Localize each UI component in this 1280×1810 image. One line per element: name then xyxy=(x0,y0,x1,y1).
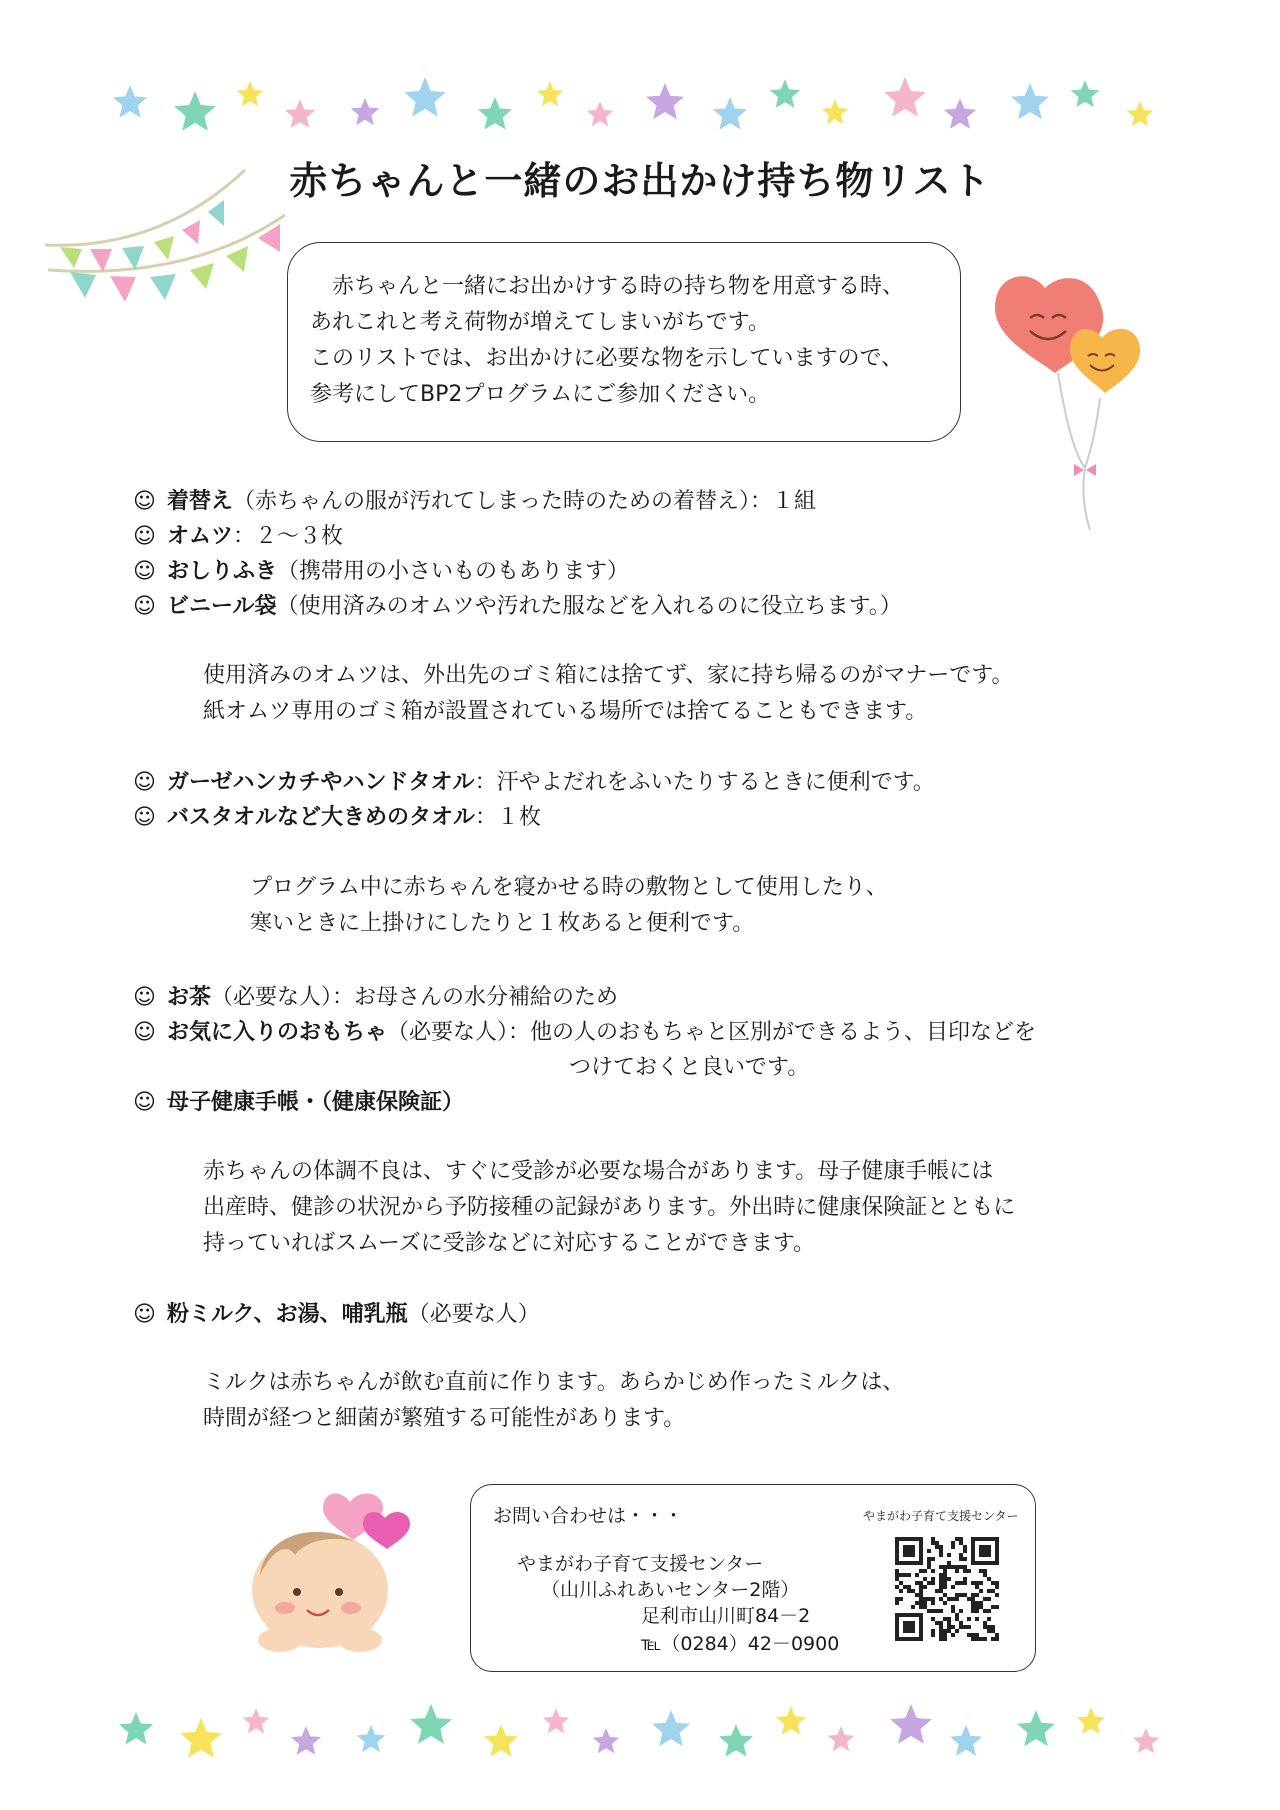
towel-note xyxy=(250,870,888,942)
item-detail: ：２～３枚 xyxy=(233,524,344,549)
contact-heading: お問い合わせは・・・ xyxy=(493,1505,684,1527)
star-icon xyxy=(884,77,926,117)
item-name: お茶 xyxy=(167,985,212,1010)
smiley-icon: ☺ xyxy=(133,770,156,795)
star-icon xyxy=(404,77,446,117)
star-icon xyxy=(776,1706,806,1735)
star-icon xyxy=(719,1724,753,1757)
list-item xyxy=(133,1297,540,1332)
star-icon xyxy=(351,98,380,125)
intro-line: 赤ちゃんと一緒にお出かけする時の持ち物を用意する時、 xyxy=(332,274,905,299)
list-item xyxy=(133,589,902,624)
milk-note xyxy=(203,1365,904,1437)
star-icon xyxy=(770,79,800,108)
star-icon xyxy=(1127,101,1154,126)
star-icon xyxy=(291,1726,321,1755)
note-line: 時間が経つと細菌が繁殖する可能性があります。 xyxy=(203,1406,686,1431)
star-icon xyxy=(950,1725,982,1756)
list-item xyxy=(133,554,902,589)
item-name: 着替え xyxy=(167,489,234,514)
list-item xyxy=(133,765,935,800)
qr-caption: やまがわ子育て支援センター xyxy=(863,1509,1019,1523)
contact-building: （山川ふれあいセンター2階） xyxy=(541,1579,800,1601)
note-line: プログラム中に赤ちゃんを寝かせる時の敷物として使用したり、 xyxy=(250,875,888,900)
list-item xyxy=(133,519,902,554)
star-icon xyxy=(119,1712,153,1745)
item-name: 粉ミルク、お湯、哺乳瓶 xyxy=(167,1302,408,1327)
star-icon xyxy=(410,1704,452,1744)
item-name: おしりふき xyxy=(167,559,278,584)
list-item xyxy=(133,1015,1036,1050)
item-detail: （使用済みのオムツや汚れた服などを入れるのに役立ちます。） xyxy=(276,594,902,619)
star-icon xyxy=(646,83,684,119)
star-icon xyxy=(828,1726,855,1751)
item-detail: （赤ちゃんの服が汚れてしまった時のための着替え）：１組 xyxy=(233,489,817,514)
contact-address: 足利市山川町84－2 xyxy=(641,1605,811,1627)
intro-box xyxy=(287,242,961,442)
baby-illustration xyxy=(235,1480,425,1660)
star-icon xyxy=(713,97,747,130)
note-line: 寒いときに上掛けにしたりと１枚あると便利です。 xyxy=(250,911,755,936)
item-list-tea-toys xyxy=(133,980,1036,1120)
note-line: 紙オムツ専用のゴミ箱が設置されている場所では捨てることもできます。 xyxy=(203,699,928,724)
star-icon xyxy=(543,1708,570,1733)
diaper-note xyxy=(203,658,1013,730)
star-icon xyxy=(478,97,512,130)
smiley-icon: ☺ xyxy=(133,1020,156,1045)
note-line: 赤ちゃんの体調不良は、すぐに受診が必要な場合があります。母子健康手帳には xyxy=(203,1159,994,1184)
contact-name: やまがわ子育て支援センター xyxy=(517,1553,764,1575)
list-item xyxy=(133,800,935,835)
list-item xyxy=(133,1085,1036,1120)
star-icon xyxy=(537,81,564,106)
star-icon xyxy=(587,101,614,126)
page-title: 赤ちゃんと一緒のお出かけ持ち物リスト xyxy=(289,159,991,203)
item-name: ビニール袋 xyxy=(167,594,277,619)
star-icon xyxy=(822,99,849,124)
list-item-continuation xyxy=(133,1050,1036,1085)
star-icon xyxy=(113,85,147,118)
star-icon xyxy=(174,91,216,131)
item-name: バスタオルなど大きめのタオル xyxy=(167,805,476,830)
note-line: 持っていればスムーズに受診などに対応することができます。 xyxy=(203,1231,816,1256)
star-icon xyxy=(285,99,315,128)
handbook-note xyxy=(203,1154,1015,1262)
smiley-icon: ☺ xyxy=(133,1302,156,1327)
item-detail: （必要な人） xyxy=(407,1302,540,1327)
item-name: オムツ xyxy=(167,524,234,549)
smiley-icon: ☺ xyxy=(133,594,156,619)
item-detail: つけておくと良いです。 xyxy=(569,1055,810,1080)
star-icon xyxy=(1017,1710,1055,1746)
qr-code-icon xyxy=(895,1537,999,1641)
intro-line: 参考にしてBP2プログラムにご参加ください。 xyxy=(310,382,771,407)
item-detail: （必要な人）：他の人のおもちゃと区別ができるよう、目印などを xyxy=(387,1020,1037,1045)
item-detail: （必要な人）：お母さんの水分補給のため xyxy=(211,985,619,1010)
intro-line: このリストでは、お出かけに必要な物を示していますので、 xyxy=(310,346,904,371)
bottom-star-border xyxy=(0,1702,1280,1772)
smiley-icon: ☺ xyxy=(133,805,156,830)
smiley-icon: ☺ xyxy=(133,1090,156,1115)
star-icon xyxy=(944,98,976,129)
list-item xyxy=(133,980,1036,1015)
star-icon xyxy=(1071,80,1100,107)
star-icon xyxy=(1011,83,1049,119)
item-name: お気に入りのおもちゃ xyxy=(167,1020,388,1045)
star-icon xyxy=(1133,1728,1160,1753)
note-line: 出産時、健診の状況から予防接種の記録があります。外出時に健康保険証とともに xyxy=(203,1195,1016,1220)
intro-line: あれこれと考え荷物が増えてしまいがちです。 xyxy=(310,310,771,335)
star-icon xyxy=(357,1725,386,1752)
item-list-clothes-diapers xyxy=(133,484,902,624)
smiley-icon: ☺ xyxy=(133,489,156,514)
star-icon xyxy=(652,1710,690,1746)
item-detail: ：汗やよだれをふいたりするときに便利です。 xyxy=(474,770,935,795)
item-list-towels xyxy=(133,765,935,835)
note-line: ミルクは赤ちゃんが飲む直前に作ります。あらかじめ作ったミルクは、 xyxy=(203,1370,905,1395)
item-detail: （携帯用の小さいものもあります） xyxy=(277,559,630,584)
item-name: ガーゼハンカチやハンドタオル xyxy=(167,770,475,795)
star-icon xyxy=(237,81,264,106)
star-icon xyxy=(180,1718,222,1758)
star-icon xyxy=(1077,1707,1106,1734)
smiley-icon: ☺ xyxy=(133,559,156,584)
star-icon xyxy=(593,1728,620,1753)
note-line: 使用済みのオムツは、外出先のゴミ箱には捨てず、家に持ち帰るのがマナーです。 xyxy=(203,663,1014,688)
contact-phone: ℡（0284）42－0900 xyxy=(641,1633,840,1655)
star-icon xyxy=(243,1708,270,1733)
star-icon xyxy=(484,1724,518,1757)
smiley-icon: ☺ xyxy=(133,985,156,1010)
star-icon xyxy=(890,1704,932,1744)
item-list-milk xyxy=(133,1297,540,1332)
contact-box xyxy=(470,1484,1036,1672)
list-item xyxy=(133,484,902,519)
top-star-border xyxy=(0,75,1280,145)
item-name: 母子健康手帳・（健康保険証） xyxy=(167,1090,465,1115)
item-detail: ：１枚 xyxy=(475,805,542,830)
smiley-icon: ☺ xyxy=(133,524,156,549)
heart-balloons-illustration xyxy=(990,268,1162,538)
